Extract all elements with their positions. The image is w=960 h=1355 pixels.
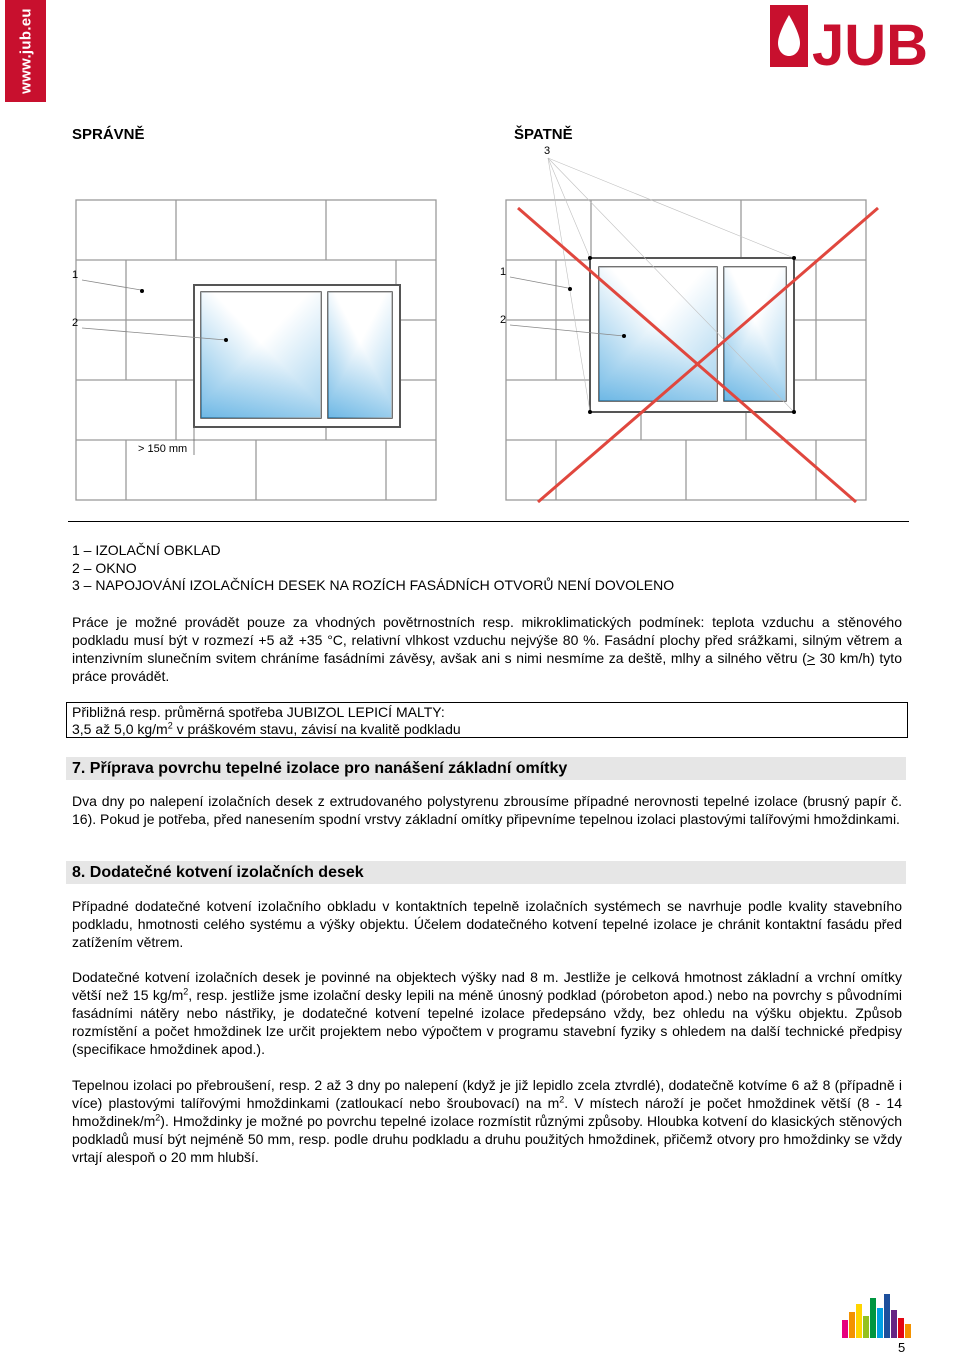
conditions-paragraph <box>72 613 902 685</box>
label-1: 1 <box>500 266 507 278</box>
footer-city-logo <box>838 1290 918 1346</box>
consumption-box <box>66 702 908 738</box>
section-8-heading: 8. Dodatečné kotvení izolačních desek <box>66 861 906 884</box>
legend-item-3: 3 – NAPOJOVÁNÍ IZOLAČNÍCH DESEK NA ROZÍCH FASÁDNÍCH OTVORŮ NENÍ DOVOLENO <box>72 577 675 593</box>
legend-item-1: 1 – IZOLAČNÍ OBKLAD <box>72 542 221 558</box>
jub-logo-text: JUB <box>812 13 929 78</box>
consumption-line-1: Přibližná resp. průměrná spotřeba JUBIZOL LEPICÍ MALTY: <box>72 704 445 720</box>
dimension-label: > 150 mm <box>138 443 188 455</box>
consumption-line-2: 3,5 až 5,0 $kg/m^2$ v práškovém stavu, závisí na kvalitě podkladu <box>72 720 461 737</box>
conditions-text-end: 30 km/h) tyto práce provádět. <box>72 650 902 684</box>
label-2: 2 <box>500 314 507 326</box>
correct-installation-figure <box>66 140 446 510</box>
jub-logo <box>770 3 929 78</box>
ge-symbol: > <box>806 650 816 666</box>
section-7-text: Dva dny po nalepení izolačních desek z extrudovaného polystyrenu zbrousíme případné nerovnosti tepelné izolace (brusný papír č. 16). Pokud je potřeba, před nanesením spodní vrstvy základní omítky připevníme tepelnou izolaci plastovými talířovými hmoždinkami. <box>72 793 902 827</box>
label-3: 3 <box>544 145 551 157</box>
legend-item-2: 2 – OKNO <box>72 560 137 576</box>
section-8-paragraph-3: Tepelnou izolaci po přebroušení, resp. 2 až 3 dny po nalepení (když je již lepidlo zcela ztvrdlé), dodatečně kotvíme 6 až 8 (případně i více) plastovými talířovými hmoždinkami (zatloukací nebo šroubovací) na $m^2$. V místech nároží je počet hmoždinek větší (8 - 14 hmoždinek/$m^2$). Hmoždinky je možné po povrchu tepelné izolace rozmístit různými způsoby. Hloubka kotvení do klasických stěnových podkladů musí být nejméně 50 mm, resp. podle druhu podkladu a druhu použitých hmoždinek, přičemž otvory pro hmoždinky se vždy vrtají alespoň o 20 mm hlubší. <box>72 1077 902 1165</box>
section-8-paragraph-1: Případné dodatečné kotvení izolačního obkladu v kontaktních tepelně izolačních systémech se navrhuje podle kvality stavebního podkladu, hmotnosti celého systému a výšky objektu. Účelem dodatečného kotvení tepelné izolace je chránit kontaktní fasádu před zatížením větrem. <box>72 898 902 950</box>
section-8-paragraph-2: Dodatečné kotvení izolačních desek je povinné na objektech výšky nad 8 m. Jestliže je celková hmotnost základní a vrchní omítky větší než 15 $kg/m^2$, resp. jestliže jsme izolační desky lepili na méně únosný podklad (pórobeton apod.) nebo na povrchy s původními fasádními nátěry nebo nástřiky, je dodatečné kotvení tepelné izolace předepsáno vždy, bez ohledu na výšku objektu. Způsob rozmístění a počet hmoždinek lze určit projektem nebo výpočtem v programu stavební fyziky s ohledem na další technické předpisy (specifikace hmoždinek apod.). <box>72 969 902 1057</box>
horizontal-rule <box>68 521 909 522</box>
page-number: 5 <box>898 1340 906 1355</box>
label-2: 2 <box>72 317 79 329</box>
label-1: 1 <box>72 269 79 281</box>
wrong-heading: ŠPATNĚ <box>514 126 573 143</box>
correct-heading: SPRÁVNĚ <box>72 126 145 143</box>
conditions-text: Práce je možné provádět pouze za vhodných povětrnostních resp. mikroklimatických podmínek: teplota vzduchu a stěnového podkladu musí být v rozmezí +5 až +35 °C, relativní vlhkost vzduchu nejvýše 80 %. Fasádní plochy před srážkami, silným větrem a intenzivním slunečním svitem chráníme fasádními závěsy, avšak ani s nimi nesmíme za deště, mlhy a silného větru ( <box>72 614 902 666</box>
website-tab <box>5 0 46 102</box>
website-tab-text: www.jub.eu <box>17 8 34 94</box>
wrong-installation-figure <box>496 140 916 510</box>
section-7-heading: 7. Příprava povrchu tepelné izolace pro nanášení základní omítky <box>66 757 906 780</box>
